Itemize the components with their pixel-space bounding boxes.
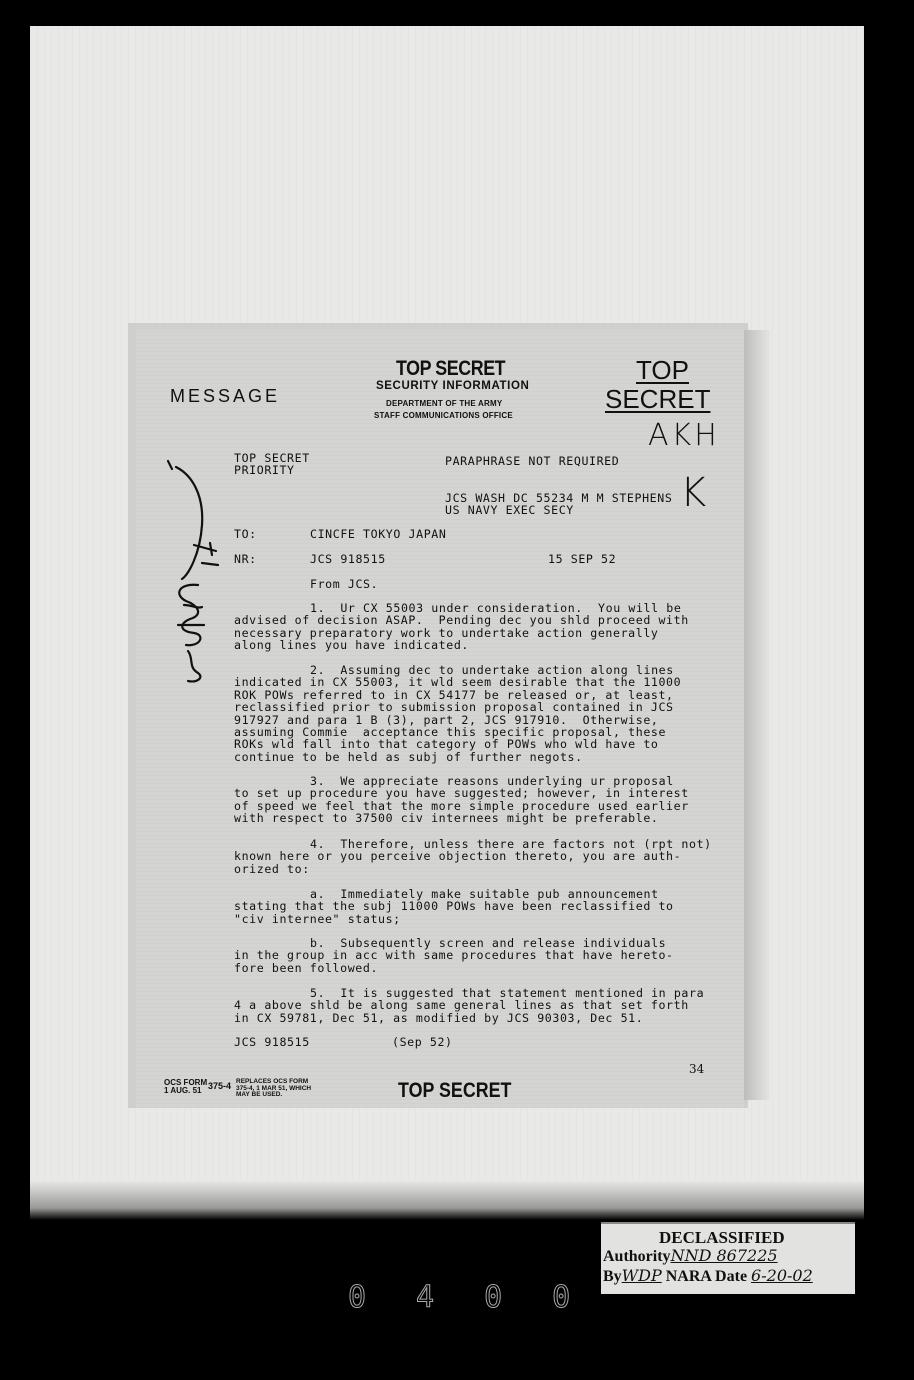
paragraph-3: 3. We appreciate reasons underlying ur proposal to set up procedure you have suggested; however, in interest of speed we feel that the more simple procedure used earlier with respect to 37500 civ internees might be preferable. (234, 774, 689, 826)
nr-value: JCS 918515 (310, 552, 386, 566)
paragraph-2: 2. Assuming dec to undertake action along lines indicated in CX 55003, it wld seem desirable that the 11000 ROK POWs referred to in CX 54177 be released or, at least, reclassified prior to submission proposal contained in JCS 917927 and para 1 B (3), part 2, JCS 917910. Otherwise, assuming Commie acceptance this specific proposal, these ROKs wld fall into that category of POWs who wld have to continue to be held as subj of further negots. (234, 663, 682, 764)
film-frame-number: 0400 (348, 1280, 621, 1315)
form-number: 375-4 (208, 1081, 232, 1091)
from-line: From JCS. (310, 577, 379, 591)
closing-nr: JCS 918515 (234, 1035, 310, 1049)
handwritten-mark: K (680, 470, 707, 516)
form-replaces-note: REPLACES OCS FORM 375-4, 1 MAR 51, WHICH MAY BE USED. (236, 1078, 312, 1098)
declassified-stamp (601, 1222, 855, 1294)
message-date: 15 SEP 52 (548, 552, 617, 566)
authority-value: NND 867225 (670, 1246, 778, 1265)
paper-shadow (744, 330, 770, 1100)
paragraph-4b: b. Subsequently screen and release individuals in the group in acc with same procedures that have hereto- fore been followed. (234, 936, 674, 975)
nr-label: NR: (234, 552, 257, 566)
mount-card-edge (30, 1180, 864, 1220)
closing-date: (Sep 52) (392, 1035, 453, 1049)
nara-date-label: NARA Date (661, 1268, 752, 1285)
paragraph-4a: a. Immediately make suitable pub announcement stating that the subj 11000 POWs have been reclassified to "civ internee" status; (234, 887, 674, 926)
originator-line-1: JCS WASH DC 55234 M M STEPHENS (445, 491, 673, 505)
authority-line (603, 1246, 778, 1266)
handwritten-initials: AKH (648, 418, 720, 453)
message-label: MESSAGE (170, 386, 281, 406)
to-value: CINCFE TOKYO JAPAN (310, 527, 447, 541)
paragraph-5: 5. It is suggested that statement mentioned in para 4 a above shld be along same general lines as that set forth in CX 59781, Dec 51, as modified by JCS 90303, Dec 51. (234, 986, 705, 1025)
footer-classification: TOP SECRET (398, 1079, 512, 1102)
security-information: SECURITY INFORMATION (376, 380, 530, 392)
paragraph-1: 1. Ur CX 55003 under consideration. You will be advised of decision ASAP. Pending dec you shld proceed with necessary preparatory work to undertake action generally along lines you have indicated. (234, 601, 689, 653)
declassified-title: DECLASSIFIED (659, 1228, 785, 1247)
date-value: 6-20-02 (751, 1266, 813, 1285)
to-label: TO: (234, 527, 257, 541)
form-designation: OCS FORM 1 AUG. 51 (164, 1078, 208, 1095)
office-line: STAFF COMMUNICATIONS OFFICE (374, 411, 513, 420)
by-label: By (603, 1268, 622, 1285)
by-value: WDP (621, 1266, 662, 1285)
paragraph-4: 4. Therefore, unless there are factors not (rpt not) known here or you perceive objection thereto, you are auth- orized to: (234, 837, 712, 876)
authority-label: Authority (603, 1248, 671, 1265)
routing-precedence: PRIORITY (234, 463, 295, 477)
paraphrase-note: PARAPHRASE NOT REQUIRED (445, 454, 620, 468)
classification-heading: TOP SECRET (396, 357, 506, 380)
originator-line-2: US NAVY EXEC SECY (445, 503, 574, 517)
by-line (603, 1266, 813, 1286)
routing-classification: TOP SECRET (234, 451, 310, 465)
handwritten-signature-icon (158, 455, 220, 685)
classification-stamp-secret: SECRET (605, 384, 711, 414)
page-number: 34 (689, 1062, 705, 1076)
classification-stamp-top: TOP (636, 355, 689, 385)
department-line: DEPARTMENT OF THE ARMY (386, 399, 503, 408)
